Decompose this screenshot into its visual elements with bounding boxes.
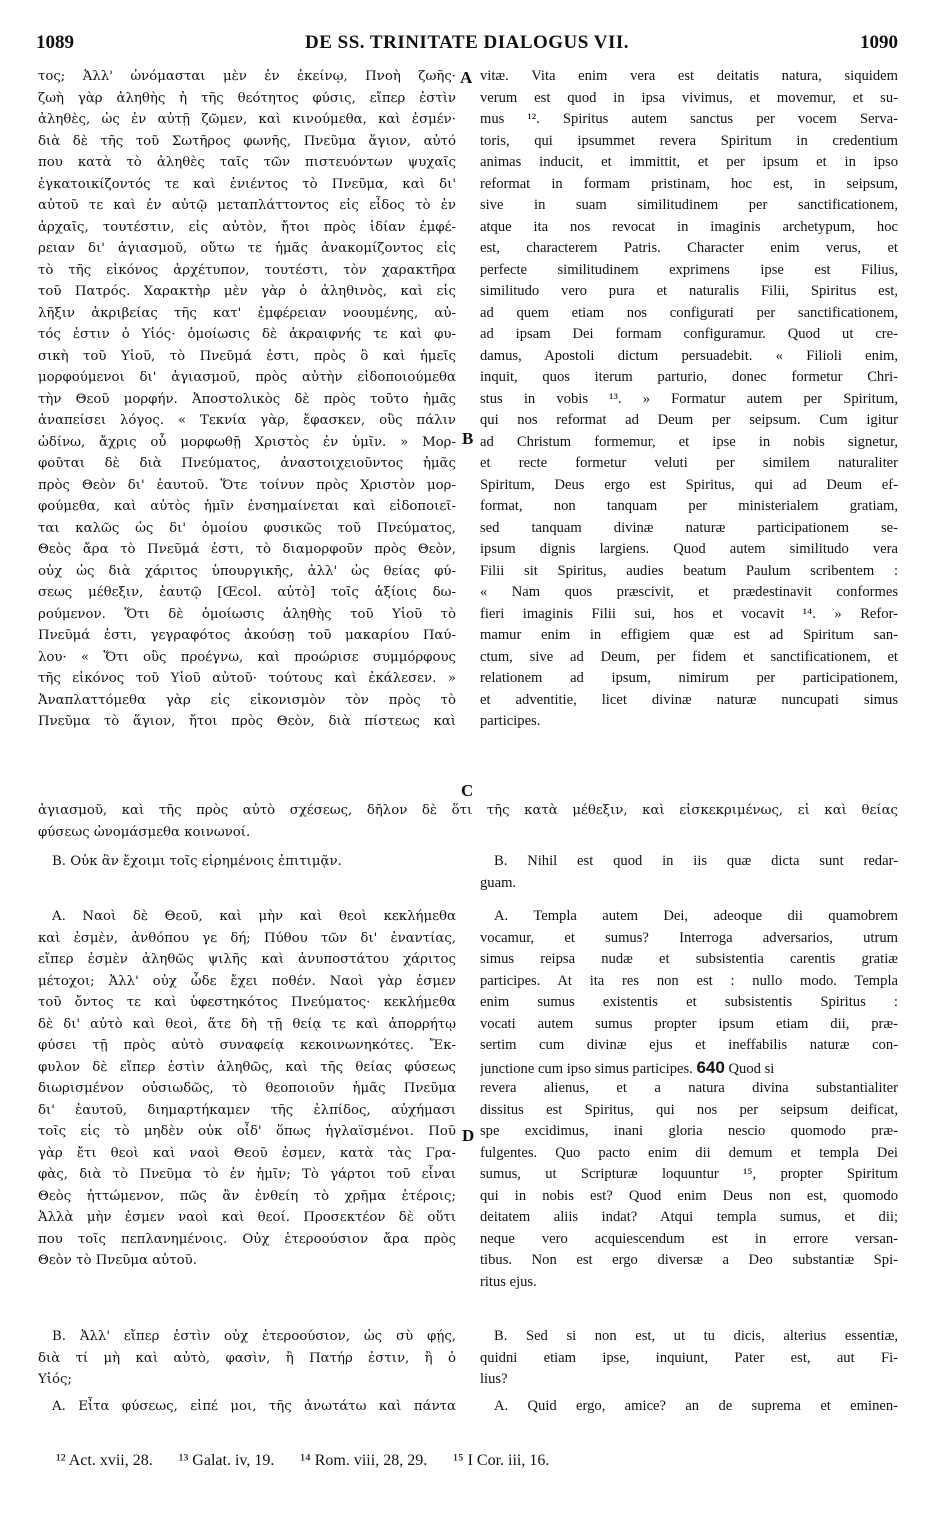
latin-line: spe excidimus, inani gloria nescio quomodo præ- bbox=[480, 1123, 898, 1139]
greek-line: σικὴ τοῦ Υἱοῦ, τὸ Πνεῦμά ἐστι, πρὸς ὃ καὶ ἡμεῖς bbox=[38, 348, 456, 364]
latin-line: reformat in formam pristinam, hoc est, in seipsum, bbox=[480, 175, 898, 192]
latin-line: sed tanquam divinæ naturæ participationem se- bbox=[480, 519, 898, 536]
greek-line: διωρισμένον οὐσιωδῶς, τὸ θεοποιοῦν ἡμᾶς Πνεῦμα bbox=[38, 1081, 456, 1096]
greek-a2 bbox=[38, 1396, 456, 1418]
greek-line: τοῦ ὄντος τε καὶ ὑφεστηκότος Πνεύματος· κεκλήμεθα bbox=[38, 995, 456, 1010]
latin-line: vitæ. Vita enim vera est deitatis natura, siquidem bbox=[480, 68, 898, 84]
greek-line: ἀρχαῖς, τουτέστιν, εἰς αὐτὸν, ἤτοι πρὸς ἰδίαν ἐμφέ- bbox=[38, 219, 456, 235]
greek-line: αὐτοῦ τε καὶ ἐν αὐτῷ μεταπλάττοντος εἰς εἶδος τὸ ἐν bbox=[38, 198, 456, 213]
latin-line: B. Nihil est quod in iis quæ dicta sunt redar- bbox=[494, 853, 898, 869]
latin-line: stus in vobis ¹³. » Formatur autem per Spiritum, bbox=[480, 390, 898, 407]
greek-line: ρειαν δι' ἁγιασμοῦ, οὕτω τε ἡμᾶς ἀνακομίζοντος εἰς bbox=[38, 241, 456, 256]
greek-line: Θεὸν τὸ Πνεῦμα αὐτοῦ. bbox=[38, 1253, 197, 1268]
latin-line: sertim cum divinæ ejus et ineffabilis naturæ con- bbox=[480, 1037, 898, 1053]
latin-line: participes. At ita res non est : nullo modo. Templa bbox=[480, 972, 898, 989]
latin-line: quidni etiam ipse, inquiunt, Pater est, aut Fi- bbox=[480, 1349, 898, 1366]
greek-line: τός ἐστιν ὁ Υἱός· ὁμοίωσις δὲ ἀκραιφνής τε καὶ φυ- bbox=[38, 327, 456, 342]
latin-line: similitudo vero pura et naturalis Filii, Spiritus est, bbox=[480, 283, 898, 299]
greek-line: λου· « Ὅτι οὓς προέγνω, καὶ προώρισε συμμόρφους bbox=[38, 649, 456, 665]
greek-wide-block bbox=[38, 800, 898, 843]
greek-line: Β. Ἀλλ' εἴπερ ἐστὶν οὐχ ἑτεροούσιον, ὡς σὺ φῄς, bbox=[52, 1329, 456, 1344]
section-marker-a: A bbox=[460, 68, 473, 87]
latin-line: « Nam quos præscivit, et prædestinavit conformes bbox=[480, 584, 898, 600]
greek-line: εἴπερ ἐσμὲν ἀληθῶς ψιλῆς καὶ ἀνυποστάτου χάριτος bbox=[38, 952, 456, 967]
greek-passage-a bbox=[38, 906, 456, 1272]
latin-line: ad quem etiam nos configurati per sanctificationem, bbox=[480, 304, 898, 321]
latin-passage-a bbox=[480, 906, 898, 1293]
latin-line: perfecte similitudinem exprimens ipse est Filius, bbox=[480, 261, 898, 278]
latin-line: ipsum dignis largiens. Quod autem similitudo vera bbox=[480, 541, 898, 557]
greek-line: τὸ τῆς εἰκόνος ἀρχέτυπον, τουτέστι, τὸν χαρακτῆρα bbox=[38, 262, 456, 278]
section-marker-d: D bbox=[462, 1126, 475, 1145]
latin-line: sumus, ut Scripturæ loquuntur ¹⁵, propter Spiritum bbox=[480, 1166, 898, 1182]
footnotes bbox=[56, 1452, 876, 1470]
greek-line: τὴν Θεοῦ μορφήν. Ἀποστολικὸς δὲ πρὸς τοῦτο ἡμᾶς bbox=[38, 391, 456, 407]
greek-line: Β. Οὐκ ἂν ἔχοιμι τοῖς εἰρημένοις ἐπιτιμᾷν. bbox=[52, 854, 342, 869]
latin-line: mamur enim in effigiem quæ est ad Spiritum san- bbox=[480, 627, 898, 643]
greek-line: Α. Ναοὶ δὲ Θεοῦ, καὶ μὴν καὶ θεοὶ κεκλήμεθα bbox=[52, 909, 456, 924]
greek-line: τοῦ Πατρός. Χαρακτὴρ μὲν γὰρ ὁ ἀληθινὸς, καὶ εἰς bbox=[38, 284, 456, 299]
page-number-right: 1090 bbox=[860, 32, 898, 53]
greek-line: τοῖς εἰς τὸ μηδὲν οὐκ οἶδ' ὅπως ἠγλαϊσμένοι. Ποῦ bbox=[38, 1124, 456, 1139]
latin-line: simus reipsa nudæ et subsistentia carentis gratiæ bbox=[480, 951, 898, 967]
greek-line: μέτοχοι; Ἀλλ' οὐχ ὧδε ἔχει ποθέν. Ναοὶ γὰρ ἐσμεν bbox=[38, 973, 456, 989]
latin-line: damus, Apostoli dictum persuadebit. « Filioli enim, bbox=[480, 347, 898, 364]
latin-line: ad ipsam Dei formam configuramur. Quod ut cre- bbox=[480, 326, 898, 342]
latin-line: participes. bbox=[480, 713, 541, 729]
latin-line: fulgentes. Quo pacto enim dii demum et templa Dei bbox=[480, 1144, 898, 1161]
greek-line: λῆξιν ἀκριβείας τῆς κατ' ἐμφέρειαν νοουμένης, αὐ- bbox=[38, 305, 456, 321]
greek-line: ὠδίνω, ἄχρις οὗ μορφωθῇ Χριστὸς ἐν ὑμῖν. » Μορ- bbox=[38, 434, 456, 450]
latin-line: deitatem aliis indat? Atqui templa sumus, et dii; bbox=[480, 1209, 898, 1225]
latin-line: verum est quod in ipsa vivimus, et movemur, et su- bbox=[480, 89, 898, 106]
latin-line: Filii sit Spiritus, audies beatum Paulum scribentem : bbox=[480, 562, 898, 579]
footnote: ¹⁵ I Cor. iii, 16. bbox=[453, 1452, 550, 1469]
greek-line: ζωὴ γὰρ ἀληθὴς ἡ τῆς θεότητος φύσις, εἴπερ ἐστὶν bbox=[38, 90, 456, 106]
latin-line: A. Quid ergo, amice? an de suprema et eminen- bbox=[494, 1398, 898, 1414]
page-number-left: 1089 bbox=[36, 32, 74, 53]
greek-line: δι' ἑαυτοῦ, διημαρτήκαμεν τῆς ἐλπίδος, αὐχήμασι bbox=[38, 1102, 456, 1118]
section-marker-b: B bbox=[462, 429, 474, 448]
latin-line: lius? bbox=[480, 1371, 508, 1387]
latin-line: inquit, quos iterum parturio, donec formetur Chri- bbox=[480, 369, 898, 385]
greek-line: ἁγιασμοῦ, καὶ τῆς πρὸς αὐτὸ σχέσεως, δῆλον δὲ ὅτι τῆς κατὰ μέθεξιν, καὶ εἰσκεκριμένως, εἰ καὶ θείας bbox=[38, 803, 898, 818]
latin-line: dissitus est Spiritus, qui nos per seipsum deificat, bbox=[480, 1101, 898, 1118]
section-marker-c: C bbox=[461, 781, 474, 800]
latin-line: ctum, sive ad Deum, per fidem et sanctificationem, et bbox=[480, 648, 898, 665]
latin-line: sive in suam similitudinem per sanctificationem, bbox=[480, 197, 898, 213]
greek-line: καὶ ἐσμὲν, ἀνθόπου γε δή; Πύθου τῶν δι' ἐναντίας, bbox=[38, 930, 456, 946]
greek-line: δὲ δι' αὐτὸ καὶ θεοὶ, ἅτε δὴ τῇ θείᾳ τε καὶ ἀπορρήτῳ bbox=[38, 1016, 456, 1032]
page-header bbox=[36, 32, 898, 62]
footnote: ¹⁴ Rom. viii, 28, 29. bbox=[300, 1452, 428, 1469]
greek-line: φὰς, διὰ τὸ Πνεῦμα τὸ ἐν ἡμῖν; Τὸ γάρτοι τοῦ εἶναι bbox=[38, 1167, 456, 1182]
latin-reply-b1 bbox=[480, 851, 898, 894]
greek-line: οὐχ ὡς διὰ χάριτος ὑπουργικῆς, ἀλλ' ὡς θείας φύ- bbox=[38, 563, 456, 579]
latin-line: tibus. Non est ergo diversæ a Deo substantiæ Spi- bbox=[480, 1252, 898, 1268]
greek-line: που τοῖς πεπλανημένοις. Οὐχ ἑτεροούσιον ἄρα πρὸς bbox=[38, 1231, 456, 1247]
greek-line: ται καλῶς ὡς δι' ὁμοίου φυσικῶς τοῦ Πνεύματος, bbox=[38, 520, 456, 536]
greek-line: Θεὸς ἠττώμενον, πῶς ἂν ἐνθείη τὸ χρῆμα ἑτέροις; bbox=[38, 1188, 456, 1204]
latin-line-text: junctione cum ipso simus participes. bbox=[480, 1060, 693, 1077]
latin-line: relationem ad ipsum, nimirum per participationem, bbox=[480, 670, 898, 686]
greek-line: Ἀναπλαττόμεθα γὰρ εἰς εἰκονισμὸν τὸν πρὸς τὸ bbox=[38, 692, 456, 708]
latin-line: et recte formetur veluti per similem naturaliter bbox=[480, 455, 898, 471]
greek-line: μορφούμενοι δι' ἁγιασμοῦ, πρὸς αὐτὴν εἰδοποιούμεθα bbox=[38, 370, 456, 385]
greek-line: σεως μέθεξιν, ἑαυτῷ [Œcol. αὐτὸ] τοῖς ἀξίοις δω- bbox=[38, 585, 456, 600]
latin-line: guam. bbox=[480, 874, 517, 891]
greek-line: φυλον δὲ εἴπερ ἐστὶν ἀληθῶς, καὶ τῆς θείας φύσεως bbox=[38, 1059, 456, 1075]
greek-line: διὰ δὲ τῆς τοῦ Σωτῆρος φωνῆς, Πνεῦμα ἅγιον, αὐτό bbox=[38, 133, 456, 149]
footnote: ¹² Act. xvii, 28. bbox=[56, 1452, 153, 1469]
latin-line: Spiritum, Deus ergo est Spiritus, qui ad Deum ef- bbox=[480, 476, 898, 493]
greek-line: Α. Εἶτα φύσεως, εἰπέ μοι, τῆς ἀνωτάτω καὶ πάντα bbox=[52, 1399, 456, 1414]
latin-line: toris, qui ipsummet revera Spiritum in credentium bbox=[480, 132, 898, 149]
greek-line: ρούμενον. Ὅτι δὲ ὁμοίωσις ἀληθὴς τοῦ Υἱοῦ τὸ bbox=[38, 606, 456, 622]
latin-reply-b2 bbox=[480, 1326, 898, 1391]
latin-line: atque ita nos revocat in imaginis archetypum, hoc bbox=[480, 218, 898, 235]
greek-line: Πνεῦμα τὸ ἅγιον, ἤτοι πρὸς Θεὸν, διὰ πίστεως καὶ bbox=[38, 714, 456, 729]
greek-column-top bbox=[38, 66, 456, 733]
greek-line: φοῦται δὲ διὰ Πνεύματος, ἀναστοιχειοῦντος ἡμᾶς bbox=[38, 456, 456, 471]
latin-line: est, characterem Patris. Character enim verus, et bbox=[480, 240, 898, 256]
greek-line: φύσεως ὠνομάσμεθα κοινωνοί. bbox=[38, 824, 251, 840]
greek-line: πρὸς Θεὸν δι' ἑαυτοῦ. Ὅτε τοίνυν πρὸς Χριστὸν μορ- bbox=[38, 477, 456, 493]
greek-line: Πνεῦμά ἐστι, γεγραφότος ἀκούσῃ τοῦ μακαρίου Παύ- bbox=[38, 628, 456, 643]
greek-line: Θεὸς ἄρα τὸ Πνεῦμά ἐστι, τὸ διαμορφοῦν πρὸς Θεὸν, bbox=[38, 542, 456, 557]
latin-column-top bbox=[480, 66, 898, 733]
greek-line: τῆς εἰκόνος τοῦ Υἱοῦ αὐτοῦ· τούτους καὶ ἐκάλεσεν. » bbox=[38, 671, 456, 686]
latin-line: ad Christum formemur, et ipse in nobis signetur, bbox=[480, 433, 898, 450]
latin-line: vocamur, et sumus? Interroga adversarios, utrum bbox=[480, 929, 898, 946]
greek-line: Ἀλλὰ μὴν ἐσμεν ναοὶ καὶ θεοί. Προσεκτέον δὲ οὕτι bbox=[38, 1210, 456, 1225]
greek-line: ἀναπείσει λόγος. « Τεκνία γὰρ, ἔφασκεν, οὓς πάλιν bbox=[38, 413, 456, 428]
latin-line: animas inducit, et immittit, et per ipsum et in ipso bbox=[480, 154, 898, 170]
latin-line: qui nos reformat ad Deum per seipsum. Cum igitur bbox=[480, 412, 898, 428]
latin-line: B. Sed si non est, ut tu dicis, alterius essentiæ, bbox=[494, 1328, 898, 1344]
running-title: DE SS. TRINITATE DIALOGUS VII. bbox=[304, 32, 630, 53]
latin-line-with-pagenum bbox=[480, 1057, 898, 1079]
latin-line: vocati autem sumus propter ipsum etiam dii, præ- bbox=[480, 1015, 898, 1032]
migne-page-number: 640 bbox=[696, 1057, 725, 1077]
latin-line-text: Quod si bbox=[728, 1060, 775, 1077]
greek-line: τος; Ἀλλ' ὠνόμασται μὲν ἐν ἐκείνῳ, Πνοὴ ζωῆς· bbox=[38, 69, 456, 84]
greek-line: φύσει τῇ πρὸς αὐτὸ συναφείᾳ κεκοινωνηκότες. Ἔκ- bbox=[38, 1038, 456, 1053]
greek-line: διὰ τί μὴ καὶ αὐτὸ, φασὶν, ἢ Πατήρ ἐστιν, ἢ ὁ bbox=[38, 1350, 456, 1366]
latin-line: et adventitie, licet divinæ naturæ nuncupati simus bbox=[480, 691, 898, 708]
greek-line: ἐγκατοικίζοντός τε καὶ ἐνιέντος τὸ Πνεῦμα, καὶ δι' bbox=[38, 176, 456, 192]
latin-line: A. Templa autem Dei, adeoque dii quamobrem bbox=[494, 908, 898, 924]
footnote: ¹³ Galat. iv, 19. bbox=[178, 1452, 275, 1469]
latin-line: mus ¹². Spiritus autem sanctus per vocem Serva- bbox=[480, 111, 898, 127]
greek-reply-b2 bbox=[38, 1326, 456, 1391]
greek-line: φούμεθα, καὶ αὐτὸς ἡμῖν ἐνσημαίνεται καὶ εἰδοποιεῖ- bbox=[38, 499, 456, 514]
greek-line: γὰρ ἔτι θεοὶ καὶ ναοὶ Θεοῦ ἐσμεν, κατὰ τὰς Γρα- bbox=[38, 1145, 456, 1161]
latin-line: format, non tanquam per ministerialem gratiam, bbox=[480, 498, 898, 514]
latin-a2 bbox=[480, 1396, 898, 1418]
greek-line: που κατὰ τὸ ἀληθὲς ταῖς τῶν πιστευόντων ψυχαῖς bbox=[38, 155, 456, 170]
latin-line: enim sumus existentis et subsistentis Spiritus : bbox=[480, 994, 898, 1010]
latin-line: ritus ejus. bbox=[480, 1273, 537, 1290]
latin-line: revera alienus, et a natura divina substantialiter bbox=[480, 1080, 898, 1096]
latin-line: fieri imaginis Filii sui, hos et vocavit ¹⁴. » Refor- bbox=[480, 605, 898, 622]
greek-line: Υἱός; bbox=[38, 1372, 72, 1387]
greek-line: ἀληθὲς, ὡς ἐν αὐτῇ ζῶμεν, καὶ κινούμεθα, καὶ ἐσμέν· bbox=[38, 112, 456, 127]
latin-line: neque vero acquiescendum est in errore versan- bbox=[480, 1230, 898, 1247]
greek-reply-b1 bbox=[38, 851, 456, 873]
latin-line: qui in nobis est? Quod enim Deus non est, quomodo bbox=[480, 1187, 898, 1204]
